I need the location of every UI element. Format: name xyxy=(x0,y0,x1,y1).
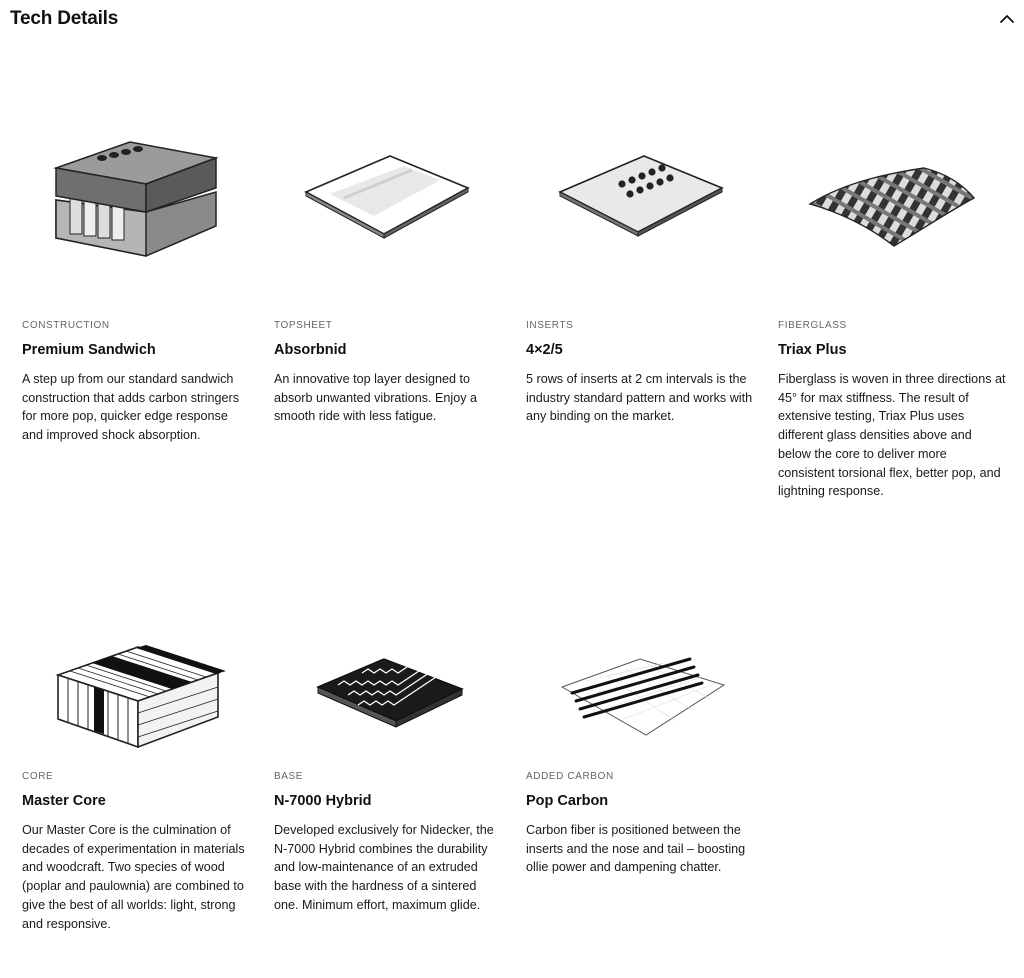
card-title: Triax Plus xyxy=(778,342,847,358)
inserts-illustration xyxy=(526,100,758,300)
card-title: Pop Carbon xyxy=(526,793,609,809)
collapse-button[interactable] xyxy=(996,8,1018,30)
carbon-stringers-illustration xyxy=(526,551,758,751)
chevron-up-icon xyxy=(996,8,1018,30)
tech-card-fiberglass xyxy=(778,100,1012,551)
card-category: TOPSHEET xyxy=(274,320,333,331)
card-description: Carbon fiber is positioned between the inserts and the nose and tail – boosting ollie power and dampening chatter. xyxy=(526,823,746,875)
card-description: A step up from our standard sandwich construction that adds carbon stringers for more pop, quicker edge response and improved shock absorption. xyxy=(22,372,240,443)
card-category: BASE xyxy=(274,771,304,782)
tech-card-inserts xyxy=(526,100,778,551)
card-title: Absorbnid xyxy=(274,342,347,358)
sandwich-construction-illustration xyxy=(22,100,254,300)
topsheet-illustration xyxy=(274,100,506,300)
card-title: Premium Sandwich xyxy=(22,342,156,358)
section-header[interactable] xyxy=(10,6,1018,34)
section-title: Tech Details xyxy=(10,8,119,29)
tech-card-added-carbon xyxy=(526,551,778,951)
card-category: CONSTRUCTION xyxy=(22,320,110,331)
card-description: Developed exclusively for Nidecker, the N-7000 Hybrid combines the durability and low-maintenance of an extruded base with the hardness of a sintered one. Minimum effort, maximum glide. xyxy=(274,823,494,912)
card-category: INSERTS xyxy=(526,320,574,331)
card-description: Our Master Core is the culmination of decades of experimentation in materials and woodcraft. Two species of wood (poplar and paulownia) are combined to give the best of all worlds: light, strong and responsive. xyxy=(22,823,245,931)
base-illustration xyxy=(274,551,506,751)
card-title: Master Core xyxy=(22,793,106,809)
card-description: 5 rows of inserts at 2 cm intervals is the industry standard pattern and works with any binding on the market. xyxy=(526,372,753,424)
card-description: Fiberglass is woven in three directions at 45° for max stiffness. The result of extensive testing, Triax Plus uses different glass densities above and below the core to deliver more consistent torsional flex, better pop, and lightning response. xyxy=(778,372,1006,499)
card-category: FIBERGLASS xyxy=(778,320,847,331)
tech-card-base xyxy=(274,551,526,951)
tech-card-topsheet xyxy=(274,100,526,551)
tech-details-grid xyxy=(22,100,1012,951)
card-title: 4×2/5 xyxy=(526,342,563,358)
card-title: N-7000 Hybrid xyxy=(274,793,372,809)
fiberglass-weave-illustration xyxy=(778,100,1010,300)
card-category: ADDED CARBON xyxy=(526,771,614,782)
wood-core-illustration xyxy=(22,551,254,751)
card-category: CORE xyxy=(22,771,54,782)
card-description: An innovative top layer designed to absorb unwanted vibrations. Enjoy a smooth ride with less fatigue. xyxy=(274,372,478,424)
tech-card-construction xyxy=(22,100,274,551)
tech-card-core xyxy=(22,551,274,951)
